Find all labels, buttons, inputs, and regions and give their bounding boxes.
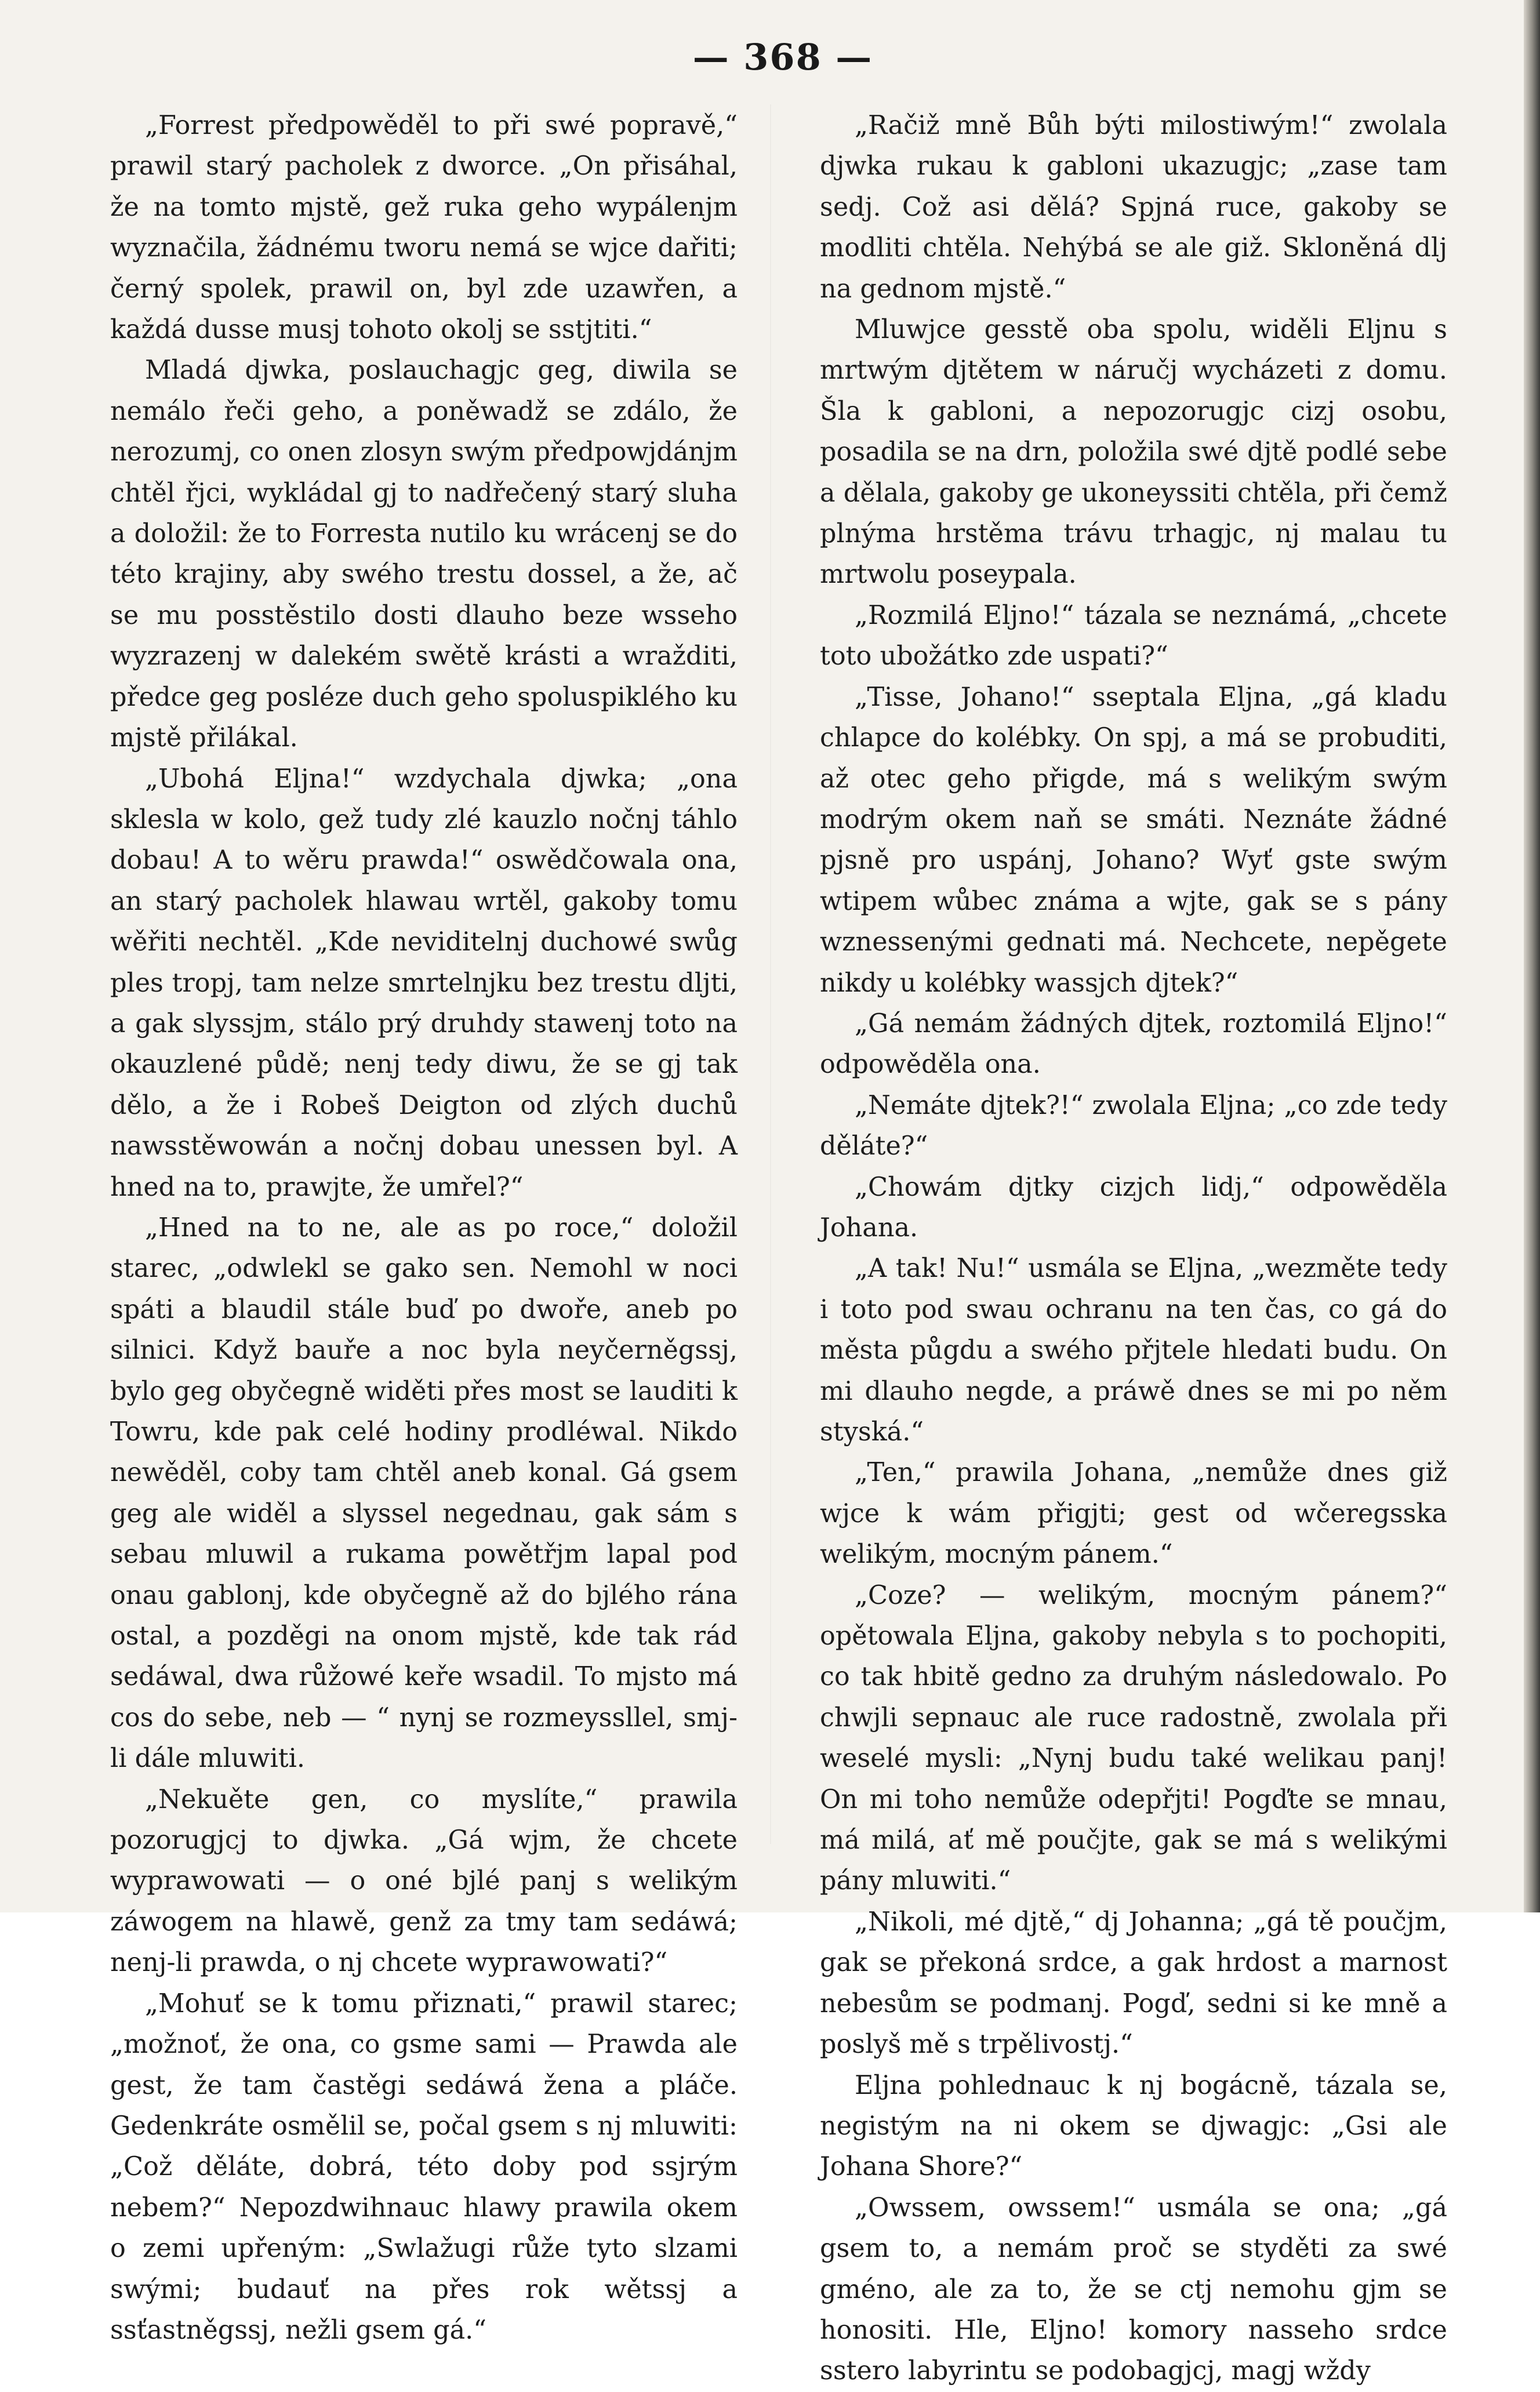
paragraph: „Nemáte djtek?!“ zwolala Eljna; „co zde tedy děláte?“ bbox=[820, 1090, 1447, 1161]
paragraph: „Forrest předpowěděl to při swé popravě,“ prawil starý pacholek z dworce. „On přisáhal, že na tomto mjstě, gež ruka geho wypálenjm wyznačila, žádnému tworu nemá se wjce dařiti; černý spolek, prawil on, byl zde uzawřen, a každá dusse musj tohoto okolj se sstjtiti.“ bbox=[110, 111, 738, 345]
paragraph: „Rozmilá Eljno!“ tázala se neznámá, „chcete toto ubožátko zde uspati?“ bbox=[820, 600, 1447, 671]
paragraph: Mladá djwka, poslauchagjc geg, diwila se nemálo řeči geho, a poněwadž se zdálo, že nerozumj, co onen zlosyn swým předpowjdánjm chtěl řjci, wykládal gj to nadřečený starý sluha a doložil: že to Forresta nutilo ku wrácenj se do této krajiny, aby swého trestu dossel, a že, ač se mu posstěstilo dosti dlauho beze wsseho wyzrazenj w dalekém swětě krásti a wražditi, předce geg posléze duch geho spoluspiklého ku mjstě přilákal. bbox=[110, 355, 738, 753]
paragraph: „Tisse, Johano!“ sseptala Eljna, „gá kladu chlapce do kolébky. On spj, a má se probuditi, až otec geho přigde, má s welikým swým modrým okem naň se smáti. Neznáte žádné pjsně pro uspánj, Johano? Wyť gste swým wtipem wůbec známa a wjte, gak se s pány wznessenými gednati má. Nechcete, nepěgete nikdy u kolébky wassjch djtek?“ bbox=[820, 682, 1447, 998]
paragraph: „Nekuěte gen, co myslíte,“ prawila pozorugjcj to djwka. „Gá wjm, že chcete wyprawowati — o oné bjlé panj s welikým záwogem na hlawě, genž za tmy tam sedáwá; nenj-li prawda, o nj chcete wyprawowati?“ bbox=[110, 1784, 738, 1978]
paragraph: „Coze? — welikým, mocným pánem?“ opětowala Eljna, gakoby nebyla s to pochopiti, co tak hbitě gedno za druhým následowalo. Po chwjli sepnauc ale ruce radostně, zwolala při weselé mysli: „Nynj budu také welikau panj! On mi toho nemůže odepřjti! Pogďte se mnau, má milá, ať mě poučjte, gak se má s welikými pány mluwiti.“ bbox=[820, 1580, 1447, 1896]
page-number: — 368 — bbox=[692, 36, 873, 78]
right-column bbox=[820, 106, 1447, 2392]
paragraph: „Chowám djtky cizjch lidj,“ odpowěděla Johana. bbox=[820, 1172, 1447, 1243]
paragraph: Mluwjce gesstě oba spolu, widěli Eljnu s mrtwým djtětem w náručj wycházeti z domu. Šla k gabloni, a nepozorugjc cizj osobu, posadila se na drn, položila swé djtě podlé sebe a dělala, gakoby ge ukoneyssiti chtěla, při čemž plnýma hrstěma trávu trhagjc, nj malau tu mrtwolu poseypala. bbox=[820, 315, 1447, 590]
paragraph: „Ten,“ prawila Johana, „nemůže dnes giž wjce k wám přigjti; gest od wčeregsska welikým, mocným pánem.“ bbox=[820, 1458, 1447, 1570]
paragraph: „Račiž mně Bůh býti milostiwým!“ zwolala djwka rukau k gabloni ukazugjc; „zase tam sedj. Což asi dělá? Spjná ruce, gakoby se modliti chtěla. Nehýbá se ale giž. Skloněná dlj na gednom mjstě.“ bbox=[820, 111, 1447, 304]
page-spine-shadow bbox=[1524, 0, 1540, 1912]
left-column bbox=[110, 106, 738, 2351]
column-gutter bbox=[770, 104, 771, 1844]
paragraph: „Hned na to ne, ale as po roce,“ doložil starec, „odwlekl se gako sen. Nemohl w noci spáti a blaudil stále buď po dwoře, aneb po silnici. Když bauře a noc byla neyčerněgssj, bylo geg obyčegně widěti přes most se lauditi k Towru, kde pak celé hodiny prodléwal. Nikdo newěděl, coby tam chtěl aneb konal. Gá gsem geg ale widěl a slyssel negednau, gak sám s sebau mluwil a rukama powětřjm lapal pod onau gablonj, kde obyčegně až do bjlého rána ostal, a pozděgi na onom mjstě, kde tak rád sedáwal, dwa růžowé keře wsadil. To mjsto má cos do sebe, neb — “ nynj se rozmeyssllel, smj-li dále mluwiti. bbox=[110, 1213, 738, 1774]
paragraph: „Ubohá Eljna!“ wzdychala djwka; „ona sklesla w kolo, gež tudy zlé kauzlo nočnj táhlo dobau! A to wěru prawda!“ oswědčowala ona, an starý pacholek hlawau wrtěl, gakoby tomu wěřiti nechtěl. „Kde neviditelnj duchowé swůg ples tropj, tam nelze smrtelnjku bez trestu dljti, a gak slyssjm, stálo prý druhdy stawenj toto na okauzlené půdě; nenj tedy diwu, že se gj tak dělo, a že i Robeš Deigton od zlých duchů nawsstěwowán a nočnj dobau unessen byl. A hned na to, prawjte, že umřel?“ bbox=[110, 764, 738, 1202]
paragraph: „A tak! Nu!“ usmála se Eljna, „wezměte tedy i toto pod swau ochranu na ten čas, co gá do města půgdu a swého přjtele hledati budu. On mi dlauho negde, a práwě dnes se mi po něm styská.“ bbox=[820, 1254, 1447, 1447]
paragraph: „Mohuť se k tomu přiznati,“ prawil starec; „možnoť, že ona, co gsme sami — Prawda ale gest, že tam častěgi sedáwá žena a pláče. Gedenkráte osmělil se, počal gsem s nj mluwiti: „Což děláte, dobrá, této doby pod ssjrým nebem?“ Nepozdwihnauc hlawy prawila okem o zemi upřeným: „Swlažugi růže tyto slzami swými; budauť na přes rok wětssj a ssťastněgssj, nežli gsem gá.“ bbox=[110, 1988, 738, 2345]
paragraph: „Owssem, owssem!“ usmála se ona; „gá gsem to, a nemám proč se styděti za swé gméno, ale za to, že se ctj nemohu gjm se honositi. Hle, Eljno! komory nasseho srdce sstero labyrintu se podobagjcj, magj wždy bbox=[820, 2193, 1447, 2386]
paragraph: „Gá nemám žádných djtek, roztomilá Eljno!“ odpowěděla ona. bbox=[820, 1008, 1447, 1080]
paragraph: „Nikoli, mé djtě,“ dj Johanna; „gá tě poučjm, gak se překoná srdce, a gak hrdost a marnost nebesům se podmanj. Pogď, sedni si ke mně a poslyš mě s trpělivostj.“ bbox=[820, 1907, 1447, 2060]
paragraph: Eljna pohlednauc k nj bogácně, tázala se, negistým na ni okem se djwagjc: „Gsi ale Johana Shore?“ bbox=[820, 2070, 1447, 2182]
